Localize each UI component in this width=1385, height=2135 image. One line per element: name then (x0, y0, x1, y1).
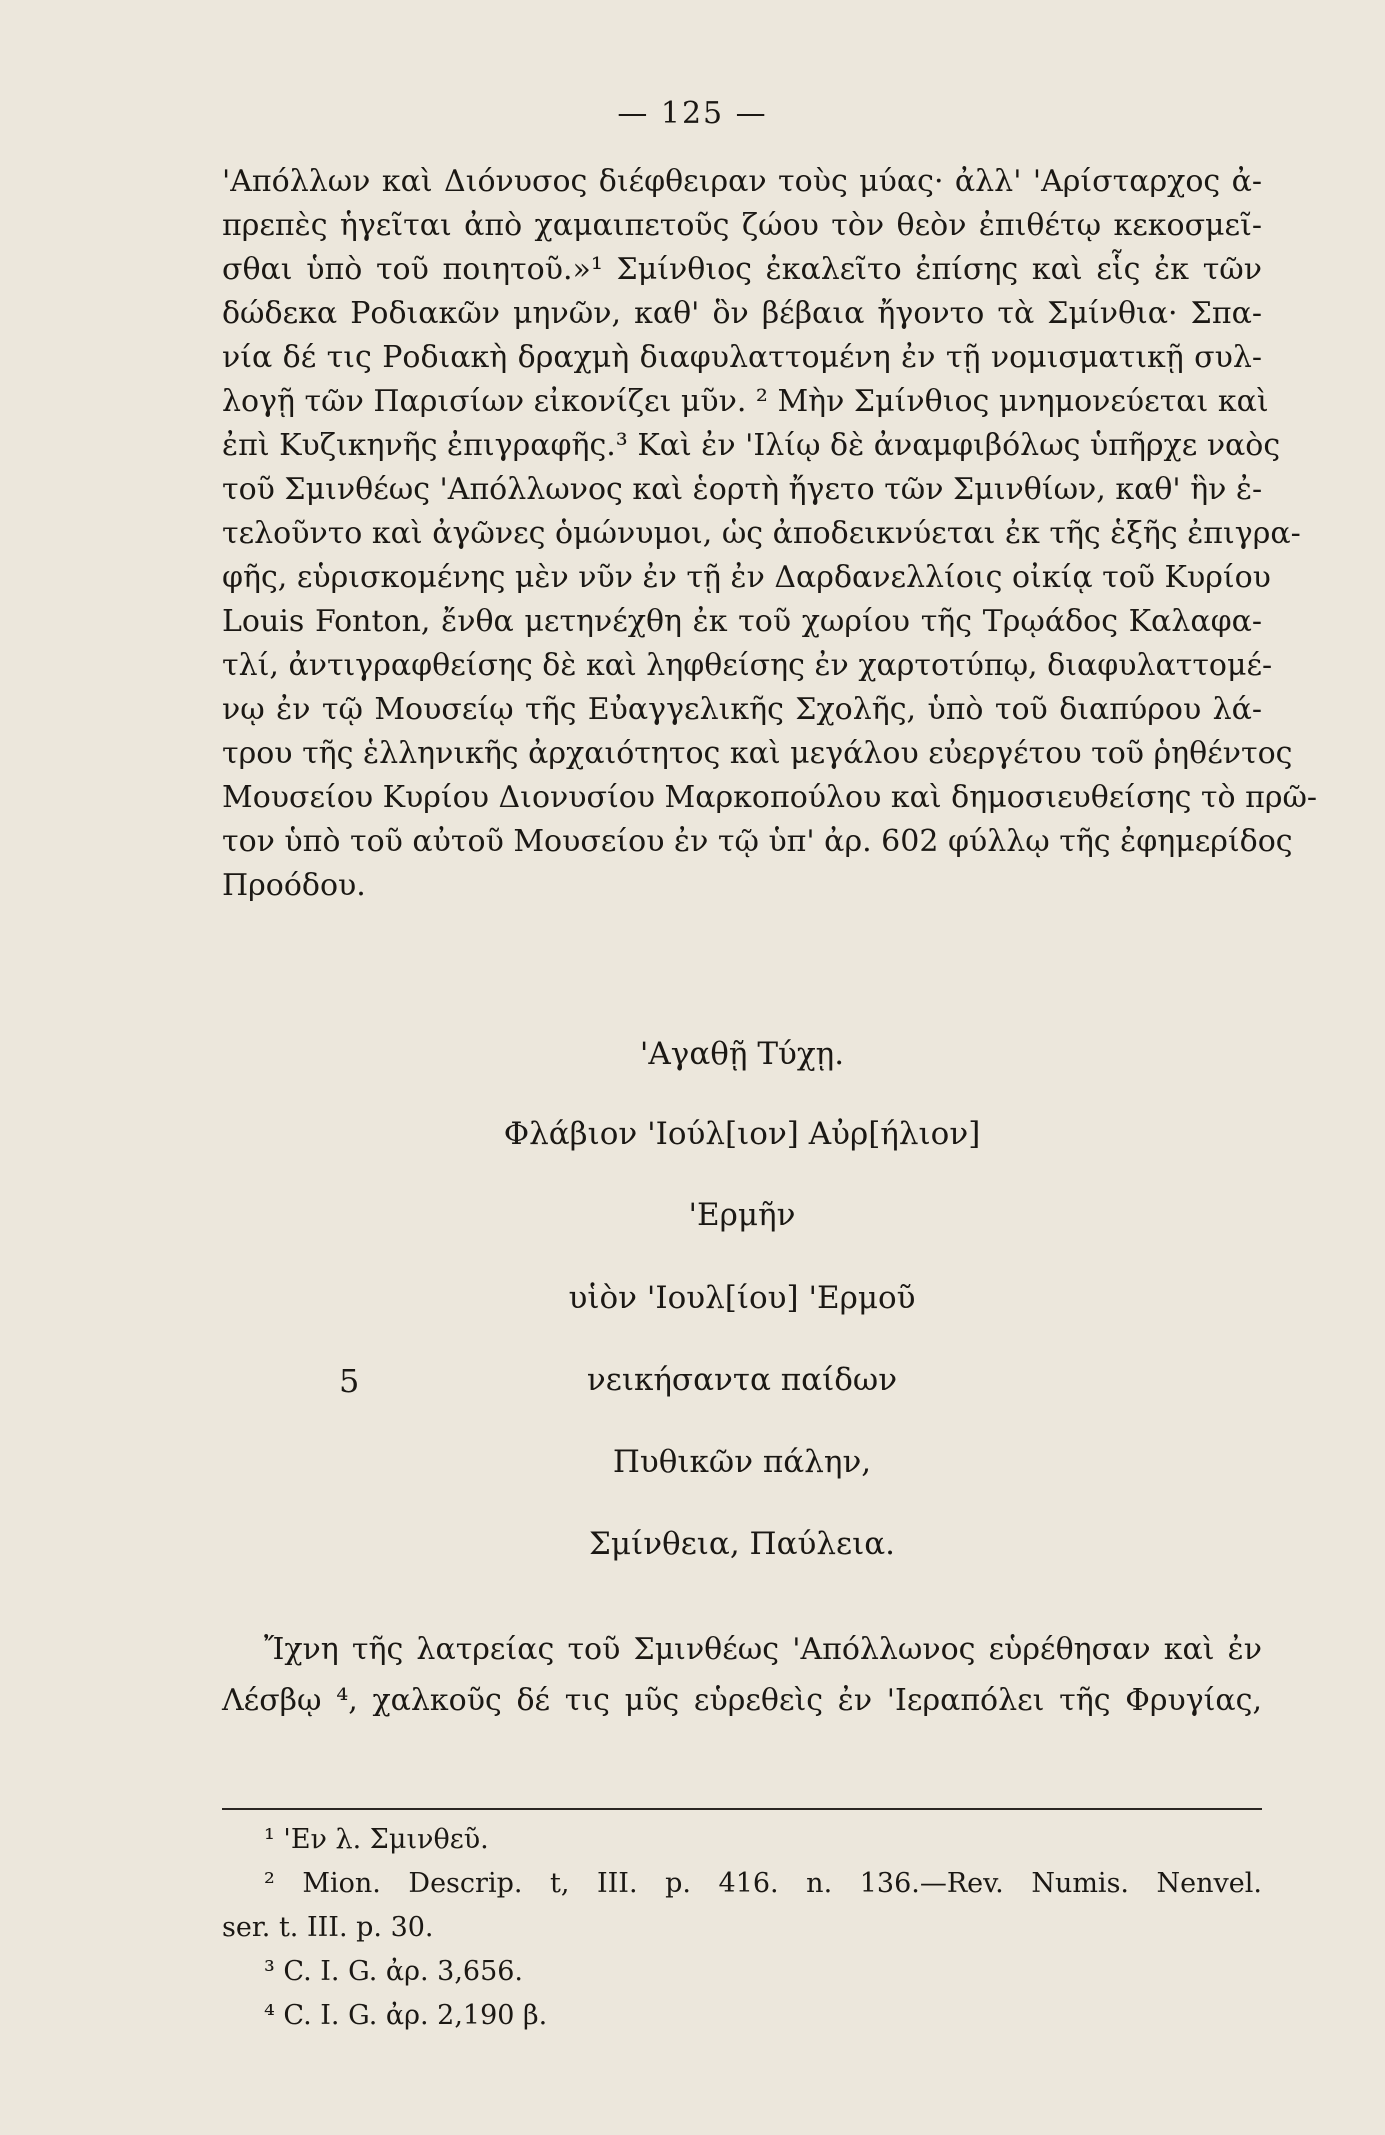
footnote: ² Mion. Descrip. t, III. p. 416. n. 136.—Rev. Numis. Nenvel. (264, 1868, 1262, 1899)
book-page: — 125 — 'Απόλλων καὶ Διόνυσος διέφθειραν τοὺς μύας· ἀλλ' 'Αρίσταρχος ἀ- πρεπὲς ἡγεῖται ἀπὸ χαμαιπετοῦς ζώου τὸν θεὸν ἐπιθέτῳ κεκοσμεῖ- σθαι ὑπὸ τοῦ ποιητοῦ.»¹ Σμίνθιος ἐκαλεῖτο ἐπίσης καὶ εἷς ἐκ τῶν δώδεκα Ροδιακῶν μηνῶν, καθ' ὃν βέβαια ἤγοντο τὰ Σμίνθια· Σπα- νία δέ τις Ροδιακὴ δραχμὴ διαφυλαττομένη ἐν τῇ νομισματικῇ συλ- λογῇ τῶν Παρισίων εἰκονίζει μῦν. ² Μὴν Σμίνθιος μνημονεύεται καὶ ἐπὶ Κυζικηνῆς ἐπιγραφῆς.³ Καὶ ἐν 'Ιλίῳ δὲ ἀναμφιβόλως ὑπῆρχε ναὸς τοῦ Σμινθέως 'Απόλλωνος καὶ ἑορτὴ ἤγετο τῶν Σμινθίων, καθ' ἣν ἐ- τελοῦντο καὶ ἀγῶνες ὁμώνυμοι, ὡς ἀποδεικνύεται ἐκ τῆς ἑξῆς ἐπιγρα- φῆς, εὑρισκομένης μὲν νῦν ἐν τῇ ἐν Δαρδανελλίοις οἰκίᾳ τοῦ Κυρίου Louis Fonton, ἔνθα μετηνέχθη ἐκ τοῦ χωρίου τῆς Τρῳάδος Καλαφα- τλί, ἀντιγραφθείσης δὲ καὶ ληφθείσης ἐν χαρτοτύπῳ, διαφυλαττομέ- νῳ ἐν τῷ Μουσείῳ τῆς Εὐαγγελικῆς Σχολῆς, ὑπὸ τοῦ διαπύρου λά- τρου τῆς ἑλληνικῆς ἀρχαιότητος καὶ μεγάλου εὐεργέτου τοῦ ῥηθέντος Μουσείου Κυρίου Διονυσίου Μαρκοπούλου καὶ δημοσιευθείσης τὸ πρῶ- τον ὑπὸ τοῦ αὐτοῦ Μουσείου ἐν τῷ ὑπ' ἀρ. 602 φύλλῳ τῆς ἐφημερίδος Προόδου. 'Αγαθῇ Τύχῃ. Φλάβιον 'Ιούλ[ιον] Αὐρ[ήλιον] 'Ερμῆν υἱὸν 'Ιουλ[ίου] 'Ερμοῦ 5 νεικήσαντα παίδων Πυθικῶν πάλην, Σμίνθεια, Παύλεια. Ἴχνη τῆς λατρείας τοῦ Σμινθέως 'Απόλλωνος εὑρέθησαν καὶ ἐν Λέσβῳ ⁴, χαλκοῦς δέ τις μῦς εὑρεθεὶς ἐν 'Ιεραπόλει τῆς Φρυγίας, ¹ 'Εν λ. Σμινθεῦ. ² Mion. Descrip. t, III. p. 416. n. 136.—Rev. Numis. Nenvel. ser. t. III. p. 30. ³ C. I. G. ἀρ. 3,656. ⁴ C. I. G. ἀρ. 2,190 β. (0, 0, 1385, 2135)
text-line: Προόδου. (222, 868, 366, 903)
text-line: πρεπὲς ἡγεῖται ἀπὸ χαμαιπετοῦς ζώου τὸν θεὸν ἐπιθέτῳ κεκοσμεῖ- (222, 208, 1262, 243)
text-line: τλί, ἀντιγραφθείσης δὲ καὶ ληφθείσης ἐν χαρτοτύπῳ, διαφυλαττομέ- (222, 648, 1273, 683)
paragraph-second (222, 1624, 1262, 1726)
text-line: φῆς, εὑρισκομένης μὲν νῦν ἐν τῇ ἐν Δαρδανελλίοις οἰκίᾳ τοῦ Κυρίου (222, 560, 1271, 595)
text-line: Ἴχνη τῆς λατρείας τοῦ Σμινθέως 'Απόλλωνος εὑρέθησαν καὶ ἐν (264, 1632, 1262, 1667)
footnotes (222, 1818, 1262, 2038)
text-line: τον ὑπὸ τοῦ αὐτοῦ Μουσείου ἐν τῷ ὑπ' ἀρ. 602 φύλλῳ τῆς ἐφημερίδος (222, 824, 1293, 859)
footnote: ³ C. I. G. ἀρ. 3,656. (264, 1956, 524, 1987)
text-line: τοῦ Σμινθέως 'Απόλλωνος καὶ ἑορτὴ ἤγετο τῶν Σμινθίων, καθ' ἣν ἐ- (222, 472, 1263, 507)
text-line: δώδεκα Ροδιακῶν μηνῶν, καθ' ὃν βέβαια ἤγοντο τὰ Σμίνθια· Σπα- (222, 296, 1262, 331)
line-number: 5 (339, 1362, 360, 1400)
footnote: ¹ 'Εν λ. Σμινθεῦ. (264, 1824, 489, 1855)
text-line: σθαι ὑπὸ τοῦ ποιητοῦ.»¹ Σμίνθιος ἐκαλεῖτο ἐπίσης καὶ εἷς ἐκ τῶν (222, 252, 1262, 287)
text-line: λογῇ τῶν Παρισίων εἰκονίζει μῦν. ² Μὴν Σμίνθιος μνημονεύεται καὶ (222, 384, 1269, 419)
text-line: Μουσείου Κυρίου Διονυσίου Μαρκοπούλου καὶ δημοσιευθείσης τὸ πρῶ- (222, 780, 1318, 815)
text-line: Louis Fonton, ἔνθα μετηνέχθη ἐκ τοῦ χωρίου τῆς Τρῳάδος Καλαφα- (222, 604, 1262, 639)
footnote: ⁴ C. I. G. ἀρ. 2,190 β. (264, 2000, 548, 2031)
footnote-rule (222, 1808, 1262, 1810)
page-number: — 125 — (617, 96, 768, 131)
text-line: τελοῦντο καὶ ἀγῶνες ὁμώνυμοι, ὡς ἀποδεικνύεται ἐκ τῆς ἑξῆς ἐπιγρα- (222, 516, 1301, 551)
text-line: νία δέ τις Ροδιακὴ δραχμὴ διαφυλαττομένη ἐν τῇ νομισματικῇ συλ- (222, 340, 1262, 375)
paragraph-main (222, 160, 1318, 908)
text-line: Λέσβῳ ⁴, χαλκοῦς δέ τις μῦς εὑρεθεὶς ἐν 'Ιεραπόλει τῆς Φρυγίας, (222, 1683, 1262, 1718)
text-line: νῳ ἐν τῷ Μουσείῳ τῆς Εὐαγγελικῆς Σχολῆς, ὑπὸ τοῦ διαπύρου λά- (222, 692, 1262, 727)
text-line: τρου τῆς ἑλληνικῆς ἀρχαιότητος καὶ μεγάλου εὐεργέτου τοῦ ῥηθέντος (222, 736, 1293, 771)
text-line: 'Απόλλων καὶ Διόνυσος διέφθειραν τοὺς μύας· ἀλλ' 'Αρίσταρχος ἀ- (222, 164, 1262, 199)
footnote-continuation: ser. t. III. p. 30. (222, 1912, 434, 1943)
text-line: ἐπὶ Κυζικηνῆς ἐπιγραφῆς.³ Καὶ ἐν 'Ιλίῳ δὲ ἀναμφιβόλως ὑπῆρχε ναὸς (222, 428, 1281, 463)
